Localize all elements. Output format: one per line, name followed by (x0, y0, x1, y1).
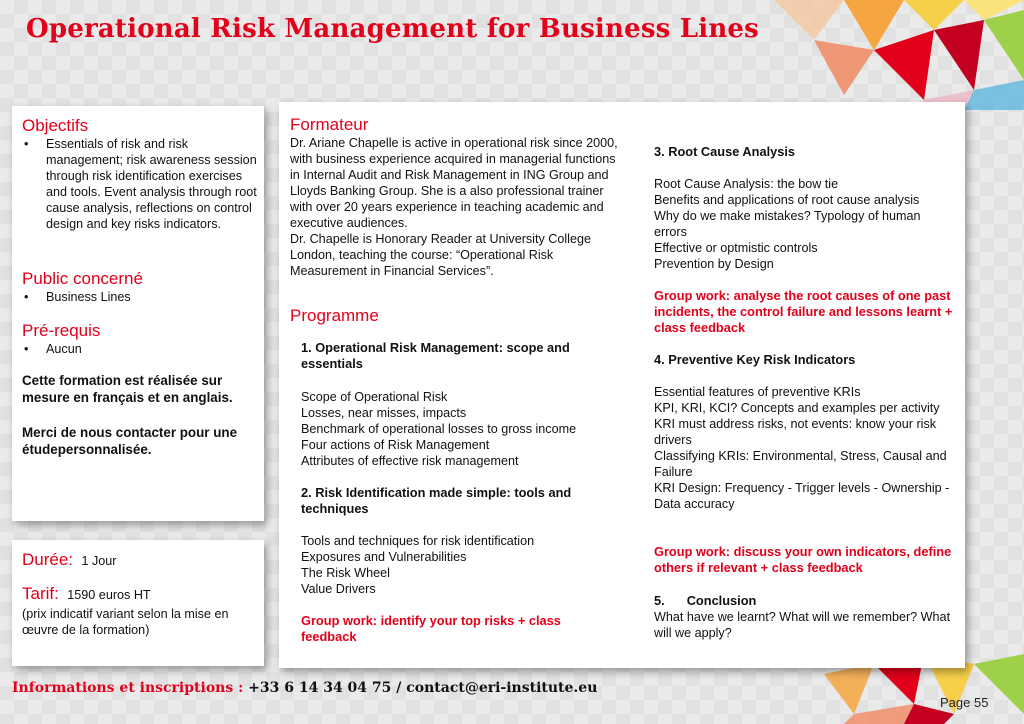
list-item: Benefits and applications of root cause analysis (654, 193, 920, 207)
public-item (22, 289, 258, 305)
list-item: Four actions of Risk Management (301, 438, 490, 452)
list-item: Benchmark of operational losses to gross income (301, 422, 577, 436)
section-4-title: 4. Preventive Key Risk Indicators (654, 352, 856, 367)
formateur-bio: Dr. Ariane Chapelle is active in operational risk since 2000, with business experience acquired in managerial functions in Internal Audit and Risk Management in ING Group and Lloyds Banking Group. She is a also professional trainer with over 20 years experience in teaching academic and executive audiences. (290, 136, 618, 230)
section-4-group-work: Group work: discuss your own indicators, define others if relevant + class feedback (654, 544, 952, 575)
section-1-list (301, 389, 611, 469)
section-2-title: 2. Risk Identification made simple: tools and techniques (301, 485, 572, 516)
list-item: The Risk Wheel (301, 566, 390, 580)
tarif-label: Tarif: (22, 584, 59, 603)
list-item: KRI must address risks, not events: know your risk drivers (654, 417, 937, 447)
bullet-icon: • (24, 290, 29, 304)
footer-contact (12, 680, 597, 696)
duree-label: Durée: (22, 550, 74, 569)
list-item: Why do we make mistakes? Typology of human errors (654, 209, 921, 239)
section-1-title: 1. Operational Risk Management: scope and essentials (301, 340, 570, 371)
bullet-icon: • (24, 342, 29, 356)
list-item: Tools and techniques for risk identification (301, 534, 535, 548)
list-item: Scope of Operational Risk (301, 390, 448, 404)
custom-training-note: Cette formation est réalisée sur mesure en français et en anglais. (22, 373, 233, 405)
bullet-icon: • (24, 137, 29, 151)
section-5-label: Conclusion (686, 593, 757, 608)
list-item: Effective or optmistic controls (654, 241, 818, 255)
prereq-text: Aucun (46, 342, 82, 356)
formateur-heading: Formateur (290, 115, 369, 134)
page-number: Page 55 (940, 695, 989, 710)
list-item: Root Cause Analysis: the bow tie (654, 177, 839, 191)
section-3-group-work: Group work: analyse the root causes of one past incidents, the control failure and lessons learnt + class feedback (654, 288, 953, 335)
objectifs-text: Essentials of risk and risk management; risk awareness session through risk identification exercises and tools. Event analysis through root cause analysis, reflections on control design and key risks indicators. (46, 137, 257, 231)
list-item: Prevention by Design (654, 257, 774, 271)
list-item: KPI, KRI, KCI? Concepts and examples per activity (654, 401, 940, 415)
footer-label: Informations et inscriptions : (12, 680, 249, 696)
programme-panel (279, 102, 965, 668)
list-item: Classifying KRIs: Environmental, Stress, Causal and Failure (654, 449, 947, 479)
footer-contact-info[interactable]: +33 6 14 34 04 75 / contact@eri-institute.eu (248, 680, 598, 696)
contact-note: Merci de nous contacter pour une étudepersonnalisée. (22, 425, 238, 457)
list-item: Losses, near misses, impacts (301, 406, 467, 420)
section-3-title: 3. Root Cause Analysis (654, 144, 796, 159)
section-5-text: What have we learnt? What will we remember? What will we apply? (654, 610, 951, 640)
public-heading: Public concerné (22, 269, 143, 288)
public-text: Business Lines (46, 290, 131, 304)
objectifs-heading: Objectifs (22, 116, 89, 135)
objectives-panel (12, 106, 264, 521)
pricing-panel (12, 540, 264, 666)
page-title: Operational Risk Management for Business Lines (26, 14, 760, 44)
list-item: KRI Design: Frequency - Trigger levels - Ownership - Data accuracy (654, 481, 950, 511)
tarif-value: 1590 euros HT (67, 588, 151, 602)
objectifs-item (22, 136, 258, 232)
section-3-list (654, 176, 954, 272)
section-5-title (654, 593, 954, 609)
section-5-number: 5. (654, 593, 665, 608)
duree-value: 1 Jour (81, 554, 117, 568)
section-2-group-work: Group work: identify your top risks + class feedback (301, 613, 561, 644)
list-item: Exposures and Vulnerabilities (301, 550, 467, 564)
list-item: Essential features of preventive KRIs (654, 385, 861, 399)
list-item: Value Drivers (301, 582, 376, 596)
prereq-item (22, 341, 258, 357)
prereq-heading: Pré-requis (22, 321, 101, 340)
tarif-note: (prix indicatif variant selon la mise en œuvre de la formation) (22, 607, 229, 637)
programme-heading: Programme (290, 306, 379, 325)
section-2-list (301, 533, 611, 597)
list-item: Attributes of effective risk management (301, 454, 519, 468)
formateur-role: Dr. Chapelle is Honorary Reader at University College London, teaching the course: “Operational Risk Measurement in Financial Services”. (290, 232, 591, 278)
section-4-list (654, 384, 959, 512)
decorative-polygons-top (734, 0, 1024, 110)
